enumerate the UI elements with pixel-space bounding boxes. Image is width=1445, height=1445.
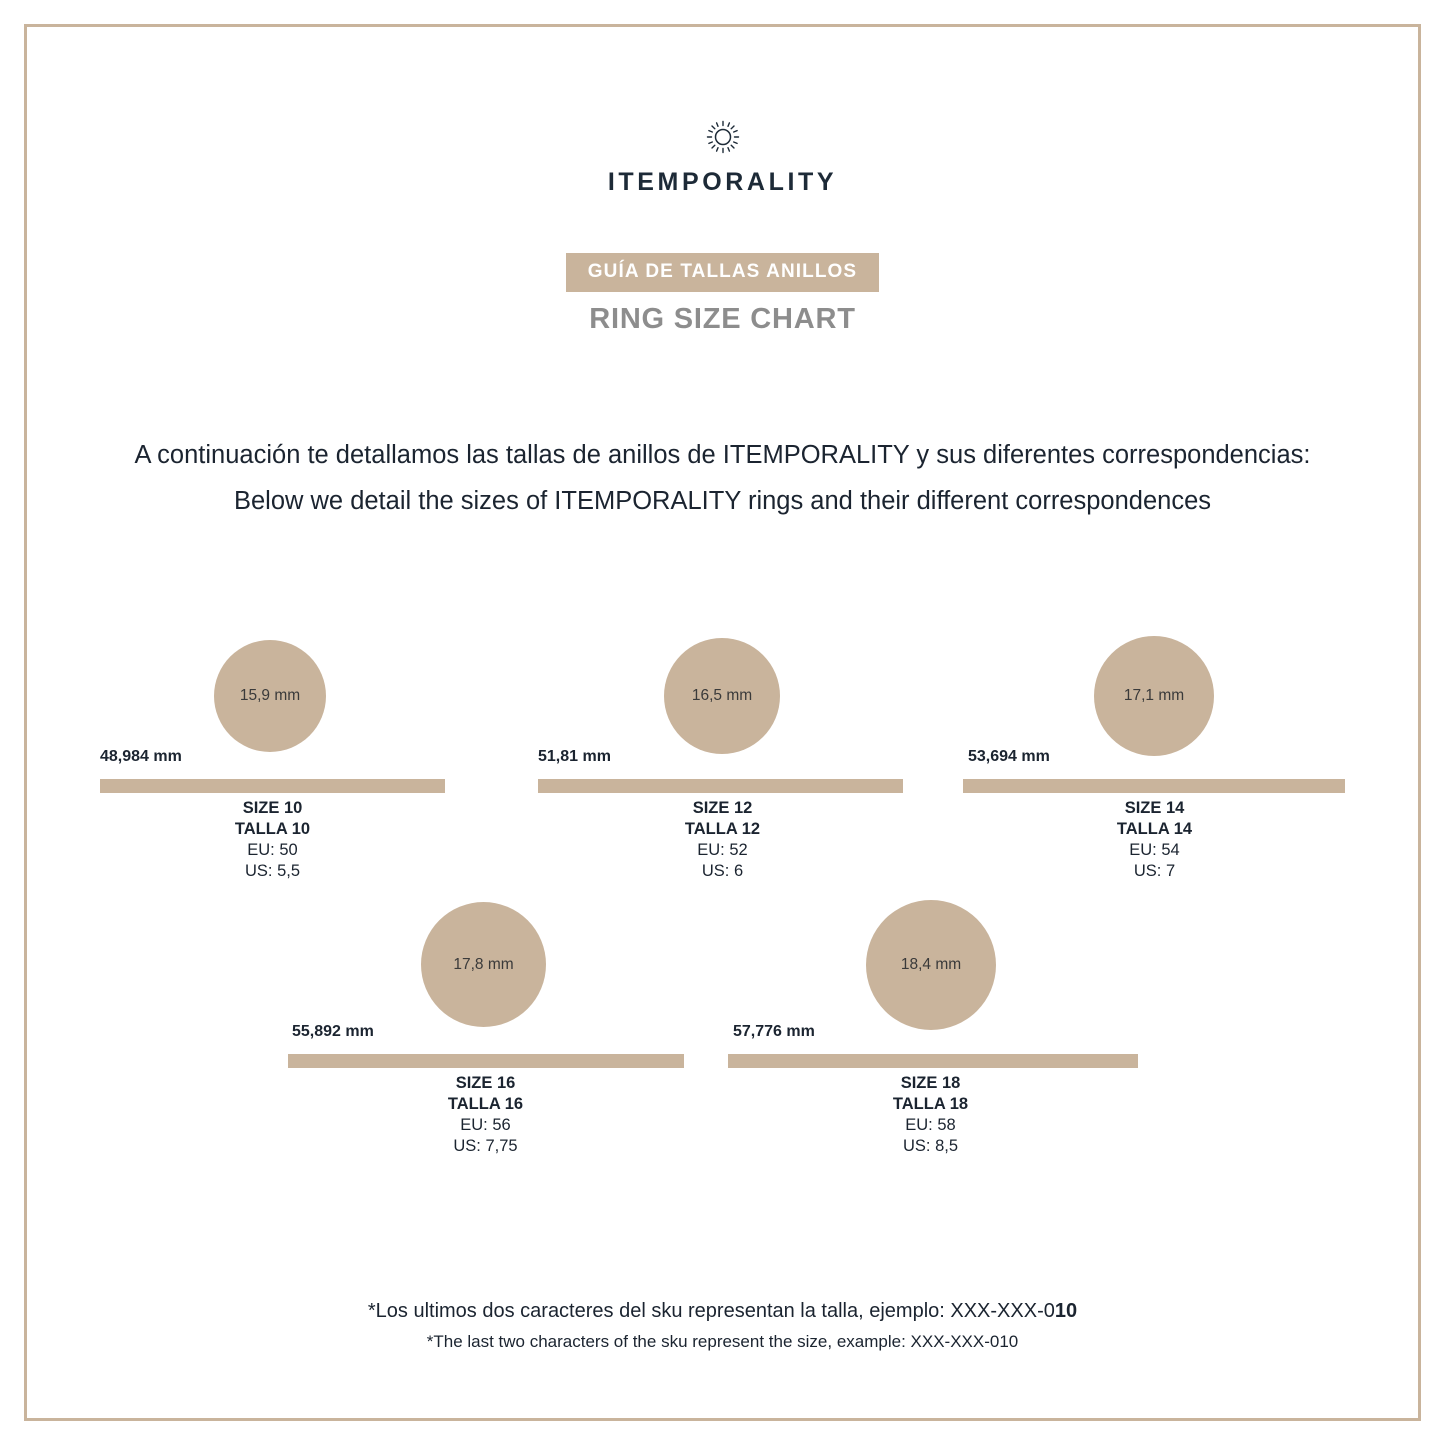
diameter-label-18: 18,4 mm [900,956,962,973]
size-es-18: TALLA 18 [892,1095,969,1113]
page-title-en: RING SIZE CHART [589,303,856,335]
ring-logo-icon [706,120,740,154]
circumference-label-12: 51,81 mm [538,748,611,765]
size-eu-12: EU: 52 [697,841,748,859]
size-details-14 [1032,798,1277,882]
footnotes-block [0,1295,1445,1357]
size-details-10 [150,798,395,882]
size-us-18: US: 8,5 [902,1137,959,1155]
size-en-16: SIZE 16 [455,1074,516,1092]
size-en-12: SIZE 12 [692,799,753,817]
size-en-18: SIZE 18 [900,1074,961,1092]
circumference-bar-14 [963,779,1345,793]
footnote-es [0,1295,1445,1327]
size-en-14: SIZE 14 [1124,799,1185,817]
circumference-label-14: 53,694 mm [968,748,1050,765]
footnote-es-text: *Los ultimos dos caracteres del sku representan la talla, ejemplo: XXX-XXX-0 [367,1300,1055,1322]
intro-line-es: A continuación te detallamos las tallas de anillos de ITEMPORALITY y sus diferentes correspondencias: [134,441,1311,469]
brand-name: ITEMPORALITY [607,168,838,196]
size-eu-14: EU: 54 [1129,841,1180,859]
footnote-en: *The last two characters of the sku represent the size, example: XXX-XXX-010 [426,1332,1019,1351]
circumference-bar-16 [288,1054,684,1068]
circumference-label-18: 57,776 mm [733,1023,815,1040]
size-details-12 [600,798,845,882]
size-eu-18: EU: 58 [905,1116,956,1134]
size-en-10: SIZE 10 [242,799,303,817]
footnote-es-bold: 10 [1054,1300,1078,1322]
circumference-bar-10 [100,779,445,793]
intro-block [90,432,1355,524]
diameter-circle-18 [866,900,996,1030]
diameter-label-10: 15,9 mm [239,687,301,704]
size-eu-10: EU: 50 [247,841,298,859]
circumference-label-16: 55,892 mm [292,1023,374,1040]
circumference-label-10: 48,984 mm [100,748,182,765]
size-es-16: TALLA 16 [447,1095,524,1113]
title-es-wrap [0,253,1445,292]
diameter-circle-16 [421,902,546,1027]
diameter-circle-14 [1094,636,1214,756]
size-us-16: US: 7,75 [453,1137,518,1155]
diameter-label-12: 16,5 mm [691,687,753,704]
size-eu-16: EU: 56 [460,1116,511,1134]
diameter-label-16: 17,8 mm [453,955,514,973]
size-details-18 [808,1073,1053,1157]
size-es-10: TALLA 10 [234,820,311,838]
size-us-12: US: 6 [701,862,744,880]
size-us-10: US: 5,5 [244,862,301,880]
size-es-12: TALLA 12 [684,820,761,838]
size-us-14: US: 7 [1133,862,1176,880]
size-es-14: TALLA 14 [1116,820,1193,838]
circumference-bar-12 [538,779,903,793]
size-details-16 [363,1073,608,1157]
intro-line-en: Below we detail the sizes of ITEMPORALITY rings and their different correspondences [233,487,1212,515]
brand-block [0,120,1445,197]
diameter-circle-12 [664,638,780,754]
circumference-bar-18 [728,1054,1138,1068]
diameter-label-14: 17,1 mm [1123,687,1185,704]
diameter-circle-10 [214,640,326,752]
page-title-es: GUÍA DE TALLAS ANILLOS [566,253,879,292]
